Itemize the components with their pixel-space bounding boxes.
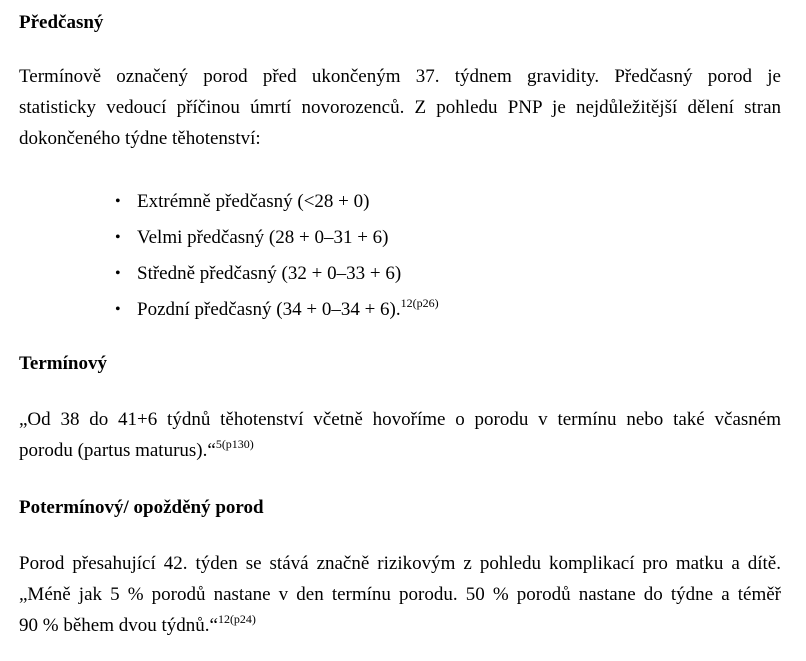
bullet-icon: • [115, 229, 121, 246]
paragraph-line: Termínově označený porod před ukončeným 37. týdnem gravidity. Předčasný porod je [19, 66, 781, 87]
list-item [19, 184, 439, 220]
bullet-icon: • [115, 265, 121, 282]
paragraph-line: dokončeného týdne těhotenství: [19, 128, 261, 149]
paragraph-line-with-citation [19, 610, 781, 643]
citation-superscript: 12(p26) [400, 296, 439, 310]
paragraph-line: „Méně jak 5 % porodů nastane v den termínu porodu. 50 % porodů nastane do týdne a téměř [19, 584, 781, 605]
bullet-list [19, 184, 439, 328]
paragraph-line: 90 % během dvou týdnů.“ [19, 615, 218, 636]
paragraph-terminovy [19, 404, 781, 468]
paragraph-potermínovy [19, 548, 781, 643]
bullet-icon: • [115, 193, 121, 210]
paragraph-line: Porod přesahující 42. týden se stává značně rizikovým z pohledu komplikací pro matku a dítě. [19, 553, 781, 574]
list-item-text: Středně předčasný (32 + 0–33 + 6) [137, 263, 402, 284]
list-item [19, 220, 439, 256]
citation-superscript: 5(p130) [215, 437, 254, 451]
citation-superscript: 12(p24) [217, 612, 256, 626]
paragraph-line: porodu (partus maturus).“ [19, 440, 216, 461]
heading-predcasny: Předčasný [19, 12, 104, 33]
list-item-text: Extrémně předčasný (<28 + 0) [137, 191, 370, 212]
bullet-icon: • [115, 301, 121, 318]
list-item [19, 256, 439, 292]
list-item-text: Pozdní předčasný (34 + 0–34 + 6). [137, 299, 401, 320]
paragraph-line: „Od 38 do 41+6 týdnů těhotenství včetně hovoříme o porodu v termínu nebo také včasném [19, 409, 781, 430]
paragraph-line-with-citation [19, 435, 781, 468]
heading-potermínovy: Potermínový/ opožděný porod [19, 497, 264, 518]
list-item-text: Velmi předčasný (28 + 0–31 + 6) [137, 227, 389, 248]
paragraph-line: statisticky vedoucí příčinou úmrtí novorozenců. Z pohledu PNP je nejdůležitější dělení stran [19, 97, 781, 118]
paragraph-predcasny [19, 61, 781, 154]
heading-terminovy: Termínový [19, 353, 107, 374]
list-item [19, 292, 439, 328]
